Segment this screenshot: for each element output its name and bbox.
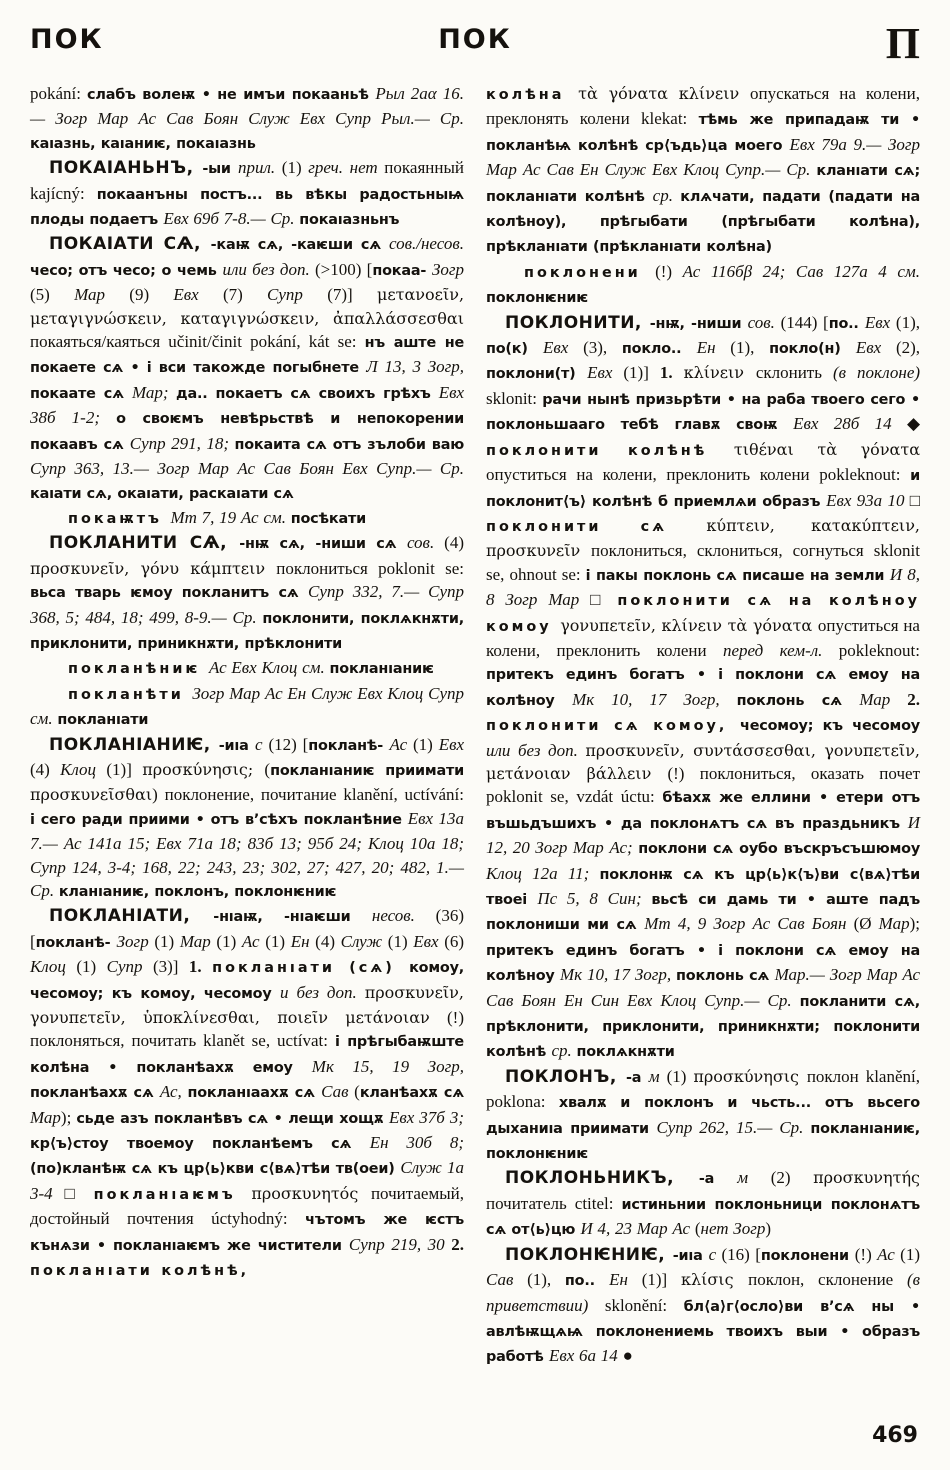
text-segment: вьсѣ си дамь ти • аште падъ поклониши ми сѧ	[486, 892, 920, 934]
text-segment: Евх 37б 3;	[388, 1107, 464, 1127]
text-segment: И 4, 23 Мар Ас	[580, 1219, 695, 1239]
text-segment: Ас,	[159, 1082, 188, 1102]
text-segment: -а	[625, 1069, 649, 1086]
text-segment: );	[60, 1107, 77, 1127]
text-segment: покло(н)	[769, 341, 856, 358]
text-segment: греч. нет	[308, 158, 385, 178]
text-segment: τὰ γόνατα κλίνειν	[578, 84, 750, 103]
text-segment: чесо; отъ чесо; о чемь	[30, 262, 223, 279]
text-segment: да.. покаетъ сѧ своихъ грѣхъ	[176, 385, 439, 402]
text-segment: покаѭтъ	[68, 510, 171, 527]
text-segment: (6)	[444, 931, 465, 951]
text-segment: (4)	[444, 533, 464, 553]
text-segment: кланѣахѫ сѧ	[359, 1085, 464, 1102]
text-segment: покаате сѧ	[30, 385, 132, 402]
entry-continuation-pokajanie	[30, 82, 464, 156]
text-segment: Евх	[173, 285, 223, 305]
text-segment: поклонь сѧ	[676, 968, 775, 985]
text-segment: опускаться на колени, преклонять колени klekat:	[486, 84, 920, 129]
text-segment: поклонени	[524, 264, 656, 281]
text-segment: (	[354, 1082, 360, 1102]
text-segment: προσκυνεῖν, συντάσσεσθαι, γονυπετεῖν, μετάνοιαν βάλλειν	[486, 740, 921, 783]
text-segment: (по)кланѣѭ сѧ къ цр⟨ь⟩кви с⟨вѧ⟩тѣи тв(оеи)	[30, 1161, 401, 1178]
text-segment: (1)	[216, 931, 242, 951]
text-segment: 2.	[907, 689, 920, 709]
text-segment: истиньнии поклоньници поклонѧтъ сѧ от⟨ь⟩цю	[486, 1196, 920, 1239]
text-segment: προσκύνησις;	[142, 759, 265, 779]
text-segment: покланѣти	[68, 686, 193, 703]
text-segment: -иıа	[672, 1247, 709, 1264]
text-segment: нъ аште не покаете сѧ • і вси такожде погыбнете	[30, 335, 464, 377]
text-segment: кр⟨ъ⟩стоу твоемоу покланѣемъ сѧ	[30, 1136, 370, 1153]
text-segment: Мк 15, 19 Зогр,	[311, 1056, 464, 1076]
text-segment: Супр 332, 7.— Супр 368, 5; 484, 18; 499, 8-9.— Ср.	[30, 582, 464, 627]
text-segment: по..	[828, 315, 865, 332]
text-segment: Рыл 2аα 16.— Зогр Мар Ас Сав Боян Служ Евх Супр Рыл.— Ср.	[30, 84, 464, 129]
running-head	[30, 19, 920, 82]
text-segment: (1)	[900, 1244, 920, 1264]
text-segment: покланѣниѥ	[68, 661, 209, 678]
text-segment: Ас Евх Клоц см.	[209, 658, 330, 678]
text-segment: -нѭ, -ниши	[649, 315, 748, 332]
text-segment: комоу, чесомоу; къ комоу, чесомоу	[30, 960, 465, 1002]
text-segment: (!) поклоняться, почитать klanět se, uctívat:	[30, 1008, 464, 1051]
text-segment: поклонѥниѥ	[486, 290, 589, 307]
text-segment: (1)	[265, 931, 291, 951]
text-segment: προσκύνησις	[693, 1066, 807, 1086]
text-segment: Ен	[290, 931, 316, 951]
text-segment: Мк 10, 17 Зогр,	[572, 689, 737, 709]
text-segment: Служ	[340, 931, 388, 951]
text-segment: опуститься на колени, преклонить колени pokleknout:	[486, 465, 911, 485]
text-segment: (1)	[387, 931, 414, 951]
running-head-center: ПОК	[438, 24, 512, 55]
xref-poklanenie	[30, 656, 464, 681]
text-segment: (1)]	[623, 363, 660, 383]
text-segment: чесомоу; къ чесомоу	[740, 718, 920, 735]
text-segment: (Ø	[853, 914, 879, 934]
text-segment: (1)	[281, 158, 309, 178]
text-segment: κύπτειν, κατακύπτειν, προσκυνεῖν	[486, 515, 920, 561]
text-segment: И 12, 20 Зогр Мар Ас;	[486, 812, 920, 858]
text-segment: ср.	[652, 185, 681, 205]
text-segment: (>100) [	[315, 259, 373, 279]
text-segment: притекъ единъ богатъ • і поклони сѧ емоу на колѣноу	[486, 667, 920, 709]
text-segment: Клоц 12а 11;	[486, 863, 600, 883]
text-segment: )	[765, 1219, 772, 1239]
text-segment: Зогр	[116, 931, 155, 951]
text-segment: ) поклонение, почитание klanění, uctívání:	[152, 785, 464, 805]
text-segment: (7)	[222, 285, 268, 305]
text-segment: покаита сѧ отъ зълоби ваю	[234, 436, 464, 453]
text-segment: ПОКАІАТИ СѦ,	[49, 234, 211, 255]
text-segment: (1)]	[106, 759, 143, 779]
text-segment: поклони сѧ оубо въскръсъшюмоу	[638, 841, 921, 858]
text-segment: -нıаѭ, -нıаѥши	[213, 909, 372, 926]
text-segment: (1)	[666, 1066, 694, 1086]
text-segment: Ас	[877, 1244, 901, 1264]
text-segment: с	[708, 1244, 722, 1264]
text-segment: τιθέναι τὰ γόνατα	[733, 439, 920, 459]
text-segment: -ыи	[202, 161, 238, 178]
text-segment: покаа-	[372, 262, 432, 279]
text-segment: ПОКЛОНЪ,	[505, 1066, 626, 1087]
text-segment: προσκυνεῖσθαι	[30, 785, 153, 805]
text-segment: (1)	[413, 734, 439, 754]
text-segment: чътомъ же ѥстъ кънѧзи • покланıаѥмъ же чистители	[30, 1212, 465, 1254]
text-segment: с	[255, 734, 269, 754]
text-segment: поклонити сѧ на колѣноу комоу	[486, 593, 920, 635]
text-segment: (36) [	[30, 906, 464, 951]
text-segment: сов.	[747, 312, 781, 332]
text-segment: покланıаѥмъ	[93, 1186, 252, 1203]
entry-pokloniti	[486, 311, 920, 1065]
running-head-letter: П	[885, 19, 920, 68]
text-segment: ПОКЛОНИТИ,	[505, 312, 650, 333]
text-segment: (	[694, 1219, 701, 1239]
text-segment: ПОКЛОНѤНИѤ,	[505, 1244, 673, 1265]
text-segment: (5)	[30, 285, 75, 305]
text-segment: і прѣгыбаѭште колѣна • покланѣахѫ емоу	[30, 1034, 464, 1076]
text-segment: бѣахѫ же еллини • етери отъ въшьдъшихъ • да поклонѧтъ сѧ въ праздьникъ	[486, 790, 921, 832]
text-segment: Супр 291, 18;	[129, 433, 235, 453]
text-segment: (в приветствии)	[486, 1270, 920, 1315]
text-segment: опуститься на колени, преклонить колени	[486, 615, 920, 660]
text-segment: (1),	[895, 312, 920, 332]
text-segment: (1)]	[641, 1270, 681, 1290]
text-segment: προσκυνεῖν, γονυπετεῖν, ὑποκλίνεσθαι, ποιεῖν μετάνοιαν	[30, 982, 464, 1028]
entry-poklaniti-se	[30, 531, 464, 656]
text-segment: прил.	[238, 158, 282, 178]
text-segment: -иıа	[218, 737, 256, 754]
text-segment: поклониться poklonit se:	[276, 558, 464, 578]
entry-poklanjati	[30, 904, 464, 1283]
text-segment: (в поклоне)	[832, 363, 921, 383]
text-segment: 2.	[451, 1234, 465, 1254]
entry-continuation-poklanjati	[486, 82, 920, 260]
text-segment: о своѥмъ невѣрьствѣ и непокорении покаавъ сѧ	[30, 411, 465, 453]
text-segment: Евх 38б 1-2;	[30, 382, 464, 428]
text-segment: 1.	[659, 363, 684, 383]
text-segment: (7)]	[327, 285, 377, 305]
text-segment: □	[909, 490, 920, 510]
text-segment: ●	[622, 1346, 633, 1366]
dictionary-columns	[30, 82, 920, 1370]
xref-pokajotu	[30, 506, 464, 531]
text-segment: Пс 5, 8 Син;	[537, 889, 652, 908]
text-segment: сов.	[406, 533, 445, 553]
text-segment: или без доп.	[222, 259, 316, 279]
text-segment: Мар	[74, 285, 130, 305]
text-segment: ПОКАІАНЬНЪ,	[49, 158, 203, 179]
text-segment: поклѧкнѫти	[576, 1044, 675, 1061]
entry-pokajannu	[30, 156, 464, 232]
text-segment: покаяться/каяться učinit/činit pokání, kát se:	[30, 332, 365, 352]
text-segment: по(к)	[486, 341, 544, 358]
text-segment: ср.	[551, 1041, 577, 1061]
text-segment: покаянный kajícný:	[30, 158, 464, 203]
text-segment: μετανοεῖν, μεταγιγνώσκειν, καταγιγνώσκειν, ἀπαλλάσσεσθαι	[30, 285, 465, 328]
text-segment: покланıаниѥ, поклонѥниѥ	[486, 1120, 920, 1163]
text-segment: Клоц	[30, 957, 77, 977]
text-segment: поклон, склонение	[748, 1270, 907, 1290]
text-segment: Евх 6а 14	[549, 1346, 623, 1366]
text-segment: (!)	[655, 261, 683, 281]
text-segment: колѣна	[486, 87, 579, 103]
text-segment: 1.	[188, 957, 213, 977]
text-segment: Мт 7, 19 Ас см.	[170, 507, 291, 527]
text-segment: покаанъны постъ... вь вѣкы радостьныѩ плоды подаетъ	[30, 186, 464, 229]
text-segment: притекъ единъ богатъ • і поклони сѧ емоу на колѣноу	[486, 942, 920, 985]
entry-poklanjanie	[30, 733, 464, 905]
text-segment: поклонѭ сѧ къ цр⟨ь⟩к⟨ъ⟩ви с⟨вѧ⟩тѣи твоеі	[486, 866, 921, 908]
text-segment: (4)	[315, 931, 341, 951]
text-segment: ПОКЛАНІАТИ,	[49, 906, 214, 927]
text-segment: ПОКЛОНЬНИКЪ,	[505, 1168, 699, 1189]
text-segment: Клоц	[60, 759, 107, 779]
text-segment: почитатель ctitel:	[486, 1193, 622, 1213]
running-head-left: ПОК	[30, 24, 104, 55]
text-segment: Супр	[267, 285, 328, 305]
text-segment: Ас	[389, 734, 413, 754]
text-segment: προσκυνεῖν, γόνυ κάμπτειν	[30, 558, 277, 578]
text-segment: (!)	[854, 1244, 878, 1264]
text-segment: кланıати сѧ; покланıати колѣнѣ	[486, 163, 920, 205]
text-segment: Ен 30б 8;	[369, 1133, 464, 1153]
text-segment: (3),	[583, 338, 622, 358]
text-segment: □	[590, 590, 618, 610]
text-segment: поклонити сѧ	[486, 518, 707, 535]
text-segment: рачи нынѣ призьрѣти • на раба твоего сего • поклоньшааго тебѣ главѫ своѭ	[486, 391, 921, 434]
text-segment: Мк 10, 17 Зогр,	[560, 965, 677, 985]
entry-poklonenie	[486, 1243, 920, 1370]
text-segment: покло..	[621, 341, 697, 358]
text-segment: (144) [	[780, 312, 829, 332]
text-segment: поклонити, поклѧкнѫти, приклонити, приникнѫти, прѣклонити	[30, 610, 464, 652]
text-segment: ПОКЛАНИТИ СѦ,	[49, 533, 240, 554]
text-segment: (	[264, 759, 271, 779]
text-segment: покланıаниѥ	[329, 661, 434, 678]
dictionary-column-right	[486, 82, 920, 1370]
text-segment: Сав	[321, 1082, 355, 1102]
text-segment: Ен	[609, 1270, 642, 1290]
text-segment: поклони(т)	[486, 366, 588, 383]
text-segment: Мар	[878, 914, 910, 934]
text-segment: і пакы поклонь сѧ писаше на земли	[585, 567, 890, 584]
text-segment: Служ 1а 3-4	[30, 1158, 464, 1203]
text-segment: Евх	[543, 338, 584, 358]
text-segment: м	[648, 1066, 667, 1086]
text-segment: покланıати колѣнѣ,	[30, 1263, 250, 1280]
text-segment: Евх 79а 9.— Зогр Мар Ас Сав Ен Служ Евх Клоц Супр.— Ср.	[486, 134, 920, 180]
text-segment: (1)	[154, 931, 180, 951]
text-segment: (1),	[730, 338, 770, 358]
text-segment: Супр 262, 15.— Ср.	[656, 1117, 811, 1137]
text-segment: Ас 116бβ 24; Сав 127а 4 см.	[682, 261, 921, 281]
text-segment: поклонити колѣнѣ	[486, 442, 734, 459]
text-segment: (16) [	[721, 1244, 761, 1264]
text-segment: ◆	[906, 414, 921, 434]
text-segment: каıати сѧ, окаıати, раскаıати сѧ	[30, 485, 294, 502]
entry-poklonu	[486, 1065, 920, 1167]
text-segment: перед кем-л.	[722, 640, 839, 660]
text-segment: сов./несов.	[389, 234, 464, 254]
text-segment: προσκυνητής	[813, 1168, 921, 1188]
text-segment: (3)]	[152, 957, 189, 977]
text-segment: и поклонит⟨ъ⟩ колѣнѣ б приемлѧи образъ	[486, 468, 920, 510]
text-segment: sklonit:	[486, 388, 543, 408]
text-segment: м	[737, 1168, 771, 1188]
text-segment: Евх	[864, 312, 896, 332]
text-segment: Мар	[30, 1107, 61, 1127]
text-segment: -каѭ сѧ, -каѥши сѧ	[210, 237, 390, 254]
dictionary-column-left	[30, 82, 464, 1370]
text-segment: посѣкати	[290, 510, 366, 527]
entry-pokajati-se	[30, 232, 464, 505]
text-segment: Евх	[438, 734, 464, 754]
entry-poklonniku	[486, 1166, 920, 1242]
text-segment: Мар.— Зогр Мар Ас Сав Боян Ен Син Евх Клоц Супр.— Ср.	[486, 965, 921, 1010]
text-segment: Евх	[587, 363, 624, 383]
text-segment: покланити сѧ, прѣклонити, приклонити, приникнѫти; поклонити колѣнѣ	[486, 993, 920, 1061]
text-segment: бл⟨а⟩г⟨осло⟩ви в’сѧ ны • авлѣѭщѧѩ поклонениемь твоихъ выи • образъ работѣ	[486, 1298, 920, 1366]
text-segment: Супр 363, 13.— Зогр Мар Ас Сав Боян Евх Супр.— Ср.	[30, 459, 464, 479]
text-segment: pokání:	[30, 84, 88, 103]
page-number: 469	[872, 1423, 918, 1448]
text-segment: προσκυνητός	[251, 1183, 371, 1203]
text-segment: Евх 93а 10	[826, 490, 910, 510]
text-segment: (1)	[76, 957, 107, 977]
text-segment: pokleknout:	[838, 640, 920, 660]
text-segment: (4)	[30, 759, 61, 779]
text-segment: кланıаниѥ, поклонъ, поклонѥниѥ	[58, 884, 337, 900]
text-segment: тѣмь же припадаѭ ти • покланѣѩ колѣнѣ ср⟨ъдь⟩ца моего	[486, 112, 920, 154]
text-segment: Мар	[859, 689, 908, 709]
text-segment: Мар	[179, 931, 217, 951]
text-segment: покланıаниѥ приимати	[270, 762, 465, 779]
text-segment: Зогр	[431, 259, 465, 279]
text-segment: покланѣахѫ сѧ	[30, 1085, 160, 1102]
text-segment: Евх 13а 7.— Ас 141а 15; Евх 71а 18; 83б 13; 95б 24; Клоц 10а 18; Супр 124, 3-4; 168, 22; 243, 23; 302, 27; 427, 20; 482, 1.— Ср.	[30, 808, 464, 900]
text-segment: нет Зогр	[700, 1219, 766, 1239]
text-segment: κλίσις	[680, 1270, 749, 1290]
text-segment: несов.	[371, 906, 436, 926]
text-segment: почитаемый, достойный почтения úctyhodný:	[30, 1183, 464, 1229]
text-segment: Л 13, 3 Зогр,	[366, 357, 464, 377]
text-segment: покланıати	[57, 712, 149, 729]
text-segment: сьде азъ покланѣвъ сѧ • лещи хощѫ	[76, 1110, 389, 1127]
text-segment: γονυπετεῖν, κλίνειν τὰ γόνατα	[560, 615, 818, 635]
xref-poklaneti	[30, 682, 464, 733]
text-segment: покланѣ-	[35, 934, 117, 951]
text-segment: хвалѫ и поклонъ и чьсть... отъ вьсего дыханиıа приимати	[486, 1095, 920, 1137]
text-segment: (2),	[895, 338, 921, 358]
text-segment: покланıати (сѧ)	[212, 960, 410, 977]
text-segment: (12) [	[268, 734, 309, 754]
text-segment: каıазнь, каıаниѥ, покаıазнь	[30, 135, 256, 152]
text-segment: поклониться, склониться, согнуться sklonit se, ohnout se:	[486, 541, 920, 584]
text-segment: Евх	[413, 931, 445, 951]
text-segment: по..	[564, 1273, 610, 1290]
text-segment: (2)	[770, 1168, 814, 1188]
text-segment: покланѣ-	[308, 737, 390, 754]
text-segment: (9)	[129, 285, 174, 305]
text-segment: Евх	[855, 338, 896, 358]
text-segment: покланıаахѫ сѧ	[187, 1085, 322, 1102]
text-segment: поклонь сѧ	[736, 692, 860, 709]
text-segment: κλίνειν	[683, 363, 756, 383]
text-segment: склонить	[755, 363, 833, 383]
text-segment: вьса тварь ѥмоу покланитъ сѧ	[30, 585, 308, 602]
text-segment: И 8, 8 Зогр Мар	[486, 564, 920, 610]
text-segment: покаıазньнъ	[299, 212, 400, 229]
text-segment: Мт 4, 9 Зогр Ас Сав Боян	[644, 914, 854, 934]
text-segment: клѧчати, падати (падати на колѣноу), прѣгыбати (прѣгыбати колѣна), прѣкланıати (прѣкланıати колѣна)	[486, 188, 921, 256]
text-segment: sklonění:	[604, 1295, 684, 1315]
text-segment: і сего ради приими • отъ в’сѣхъ покланѣние	[30, 811, 408, 828]
text-segment: поклонени	[760, 1247, 855, 1264]
text-segment: слабъ волеѭ • не имъи покааньѣ	[87, 87, 376, 103]
text-segment: (1),	[527, 1270, 565, 1290]
text-segment: );	[909, 914, 920, 934]
text-segment: Ен	[696, 338, 731, 358]
text-segment: Супр	[106, 957, 153, 977]
text-segment: Сав	[486, 1270, 528, 1290]
text-segment: Мар;	[131, 382, 177, 402]
text-segment: Евх 69б 7-8.— Ср.	[163, 209, 300, 229]
text-segment: (!) поклониться, оказать почет poklonit se, vzdát úctu:	[486, 763, 920, 807]
text-segment: ПОКЛАНІАНИѤ,	[49, 734, 219, 755]
text-segment: и без доп.	[280, 982, 365, 1002]
text-segment: Супр 219, 30	[348, 1234, 452, 1254]
xref-pokloneni	[486, 260, 920, 311]
text-segment: -нѭ сѧ, -ниши сѧ	[239, 536, 407, 553]
text-segment: -а	[698, 1171, 738, 1188]
text-segment: Евх 28б 14	[793, 414, 907, 434]
text-segment: Ас	[241, 931, 266, 951]
text-segment: поклонити сѧ комоу,	[486, 718, 741, 735]
text-segment: поклон klanění, poklona:	[486, 1066, 920, 1112]
text-segment: □	[64, 1183, 94, 1203]
text-segment: или без доп.	[486, 740, 586, 760]
text-segment: Зогр Мар Ас Ен Служ Евх Клоц Супр см.	[30, 683, 464, 729]
